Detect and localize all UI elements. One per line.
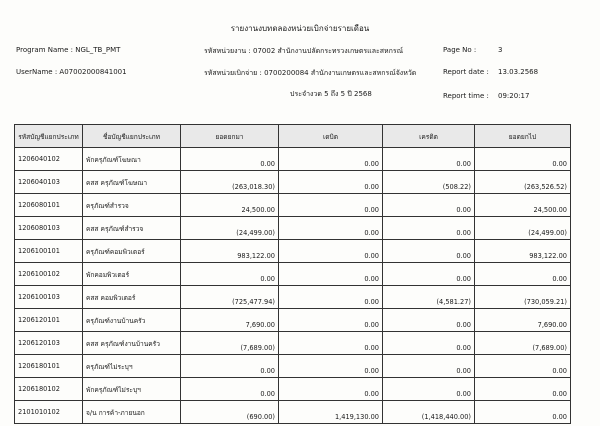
- page-number-label: Page No :: [443, 46, 477, 54]
- credit-cell: 0.00: [383, 355, 475, 378]
- account-name-cell: พักครุภัณฑ์ไม่ระบุฯ: [83, 378, 181, 401]
- closing-balance-cell: (263,526.52): [475, 171, 571, 194]
- closing-balance-cell: 983,122.00: [475, 240, 571, 263]
- table-row: [15, 240, 571, 263]
- opening-balance-cell: 0.00: [181, 355, 279, 378]
- account-name-cell: ครุภัณฑ์ไม่ระบุฯ: [83, 355, 181, 378]
- opening-balance-cell: 0.00: [181, 378, 279, 401]
- disbursement-unit: รหัสหน่วยเบิกจ่าย : 0700200084 สำนักงานเกษตรและสหกรณ์จังหวัด: [204, 69, 417, 77]
- account-name-cell: ครุภัณฑ์สำรวจ: [83, 194, 181, 217]
- table-row: [15, 378, 571, 401]
- closing-balance-cell: (730,059.21): [475, 286, 571, 309]
- agency-unit: รหัสหน่วยงาน : 07002 สำนักงานปลัดกระทรวงเกษตรและสหกรณ์: [204, 47, 404, 55]
- user-name: UserName : A07002000841001: [16, 68, 127, 76]
- debit-cell: 0.00: [279, 148, 383, 171]
- account-code-cell: 1206120101: [15, 309, 83, 332]
- header-account-code: รหัสบัญชีแยกประเภท: [15, 125, 83, 148]
- debit-cell: 0.00: [279, 194, 383, 217]
- account-name-cell: พักครุภัณฑ์โฆษณา: [83, 148, 181, 171]
- account-name-cell: จ/น การค้า-ภายนอก: [83, 401, 181, 424]
- credit-cell: 0.00: [383, 217, 475, 240]
- closing-balance-cell: 0.00: [475, 355, 571, 378]
- account-code-cell: 1206100101: [15, 240, 83, 263]
- account-name-cell: ครุภัณฑ์งานบ้านครัว: [83, 309, 181, 332]
- table-row: [15, 401, 571, 424]
- debit-cell: 0.00: [279, 217, 383, 240]
- debit-cell: 0.00: [279, 286, 383, 309]
- closing-balance-cell: 0.00: [475, 263, 571, 286]
- credit-cell: 0.00: [383, 263, 475, 286]
- header-closing-balance: ยอดยกไป: [475, 125, 571, 148]
- account-code-cell: 1206080103: [15, 217, 83, 240]
- debit-cell: 0.00: [279, 355, 383, 378]
- closing-balance-cell: 7,690.00: [475, 309, 571, 332]
- opening-balance-cell: (7,689.00): [181, 332, 279, 355]
- opening-balance-cell: (24,499.00): [181, 217, 279, 240]
- opening-balance-cell: (725,477.94): [181, 286, 279, 309]
- trial-balance-table: [14, 124, 571, 424]
- table-row: [15, 355, 571, 378]
- credit-cell: 0.00: [383, 148, 475, 171]
- closing-balance-cell: 0.00: [475, 378, 571, 401]
- account-code-cell: 1206100103: [15, 286, 83, 309]
- credit-cell: 0.00: [383, 194, 475, 217]
- credit-cell: (1,418,440.00): [383, 401, 475, 424]
- credit-cell: (508.22): [383, 171, 475, 194]
- table-row: [15, 332, 571, 355]
- account-name-cell: คสส ครุภัณฑ์โฆษณา: [83, 171, 181, 194]
- table-row: [15, 286, 571, 309]
- closing-balance-cell: (24,499.00): [475, 217, 571, 240]
- table-row: [15, 309, 571, 332]
- program-name: Program Name : NGL_TB_PMT: [16, 46, 121, 54]
- credit-cell: 0.00: [383, 332, 475, 355]
- account-code-cell: 1206120103: [15, 332, 83, 355]
- opening-balance-cell: 24,500.00: [181, 194, 279, 217]
- opening-balance-cell: 983,122.00: [181, 240, 279, 263]
- debit-cell: 0.00: [279, 240, 383, 263]
- account-name-cell: คสส ครุภัณฑ์งานบ้านครัว: [83, 332, 181, 355]
- header-account-name: ชื่อบัญชีแยกประเภท: [83, 125, 181, 148]
- table-header-row: [15, 125, 571, 148]
- account-code-cell: 2101010102: [15, 401, 83, 424]
- credit-cell: 0.00: [383, 309, 475, 332]
- header-credit: เครดิต: [383, 125, 475, 148]
- debit-cell: 0.00: [279, 263, 383, 286]
- credit-cell: 0.00: [383, 378, 475, 401]
- credit-cell: (4,581.27): [383, 286, 475, 309]
- report-period: ประจำงวด 5 ถึง 5 ปี 2568: [290, 90, 372, 98]
- table-row: [15, 194, 571, 217]
- header-debit: เดบิต: [279, 125, 383, 148]
- opening-balance-cell: (263,018.30): [181, 171, 279, 194]
- account-code-cell: 1206080101: [15, 194, 83, 217]
- report-title: รายงานงบทดลองหน่วยเบิกจ่ายรายเดือน: [230, 24, 370, 33]
- table-body: [15, 148, 571, 424]
- closing-balance-cell: 0.00: [475, 401, 571, 424]
- closing-balance-cell: 24,500.00: [475, 194, 571, 217]
- table-row: [15, 171, 571, 194]
- account-name-cell: พักคอมพิวเตอร์: [83, 263, 181, 286]
- closing-balance-cell: (7,689.00): [475, 332, 571, 355]
- debit-cell: 0.00: [279, 309, 383, 332]
- account-code-cell: 1206100102: [15, 263, 83, 286]
- table-row: [15, 148, 571, 171]
- table-row: [15, 217, 571, 240]
- account-name-cell: คสส คอมพิวเตอร์: [83, 286, 181, 309]
- report-time-value: 09:20:17: [498, 92, 530, 100]
- account-code-cell: 1206180101: [15, 355, 83, 378]
- page-number-value: 3: [498, 46, 503, 54]
- credit-cell: 0.00: [383, 240, 475, 263]
- account-code-cell: 1206040103: [15, 171, 83, 194]
- opening-balance-cell: 0.00: [181, 148, 279, 171]
- account-code-cell: 1206040102: [15, 148, 83, 171]
- account-name-cell: คสส ครุภัณฑ์สำรวจ: [83, 217, 181, 240]
- debit-cell: 0.00: [279, 332, 383, 355]
- header-opening-balance: ยอดยกมา: [181, 125, 279, 148]
- account-code-cell: 1206180102: [15, 378, 83, 401]
- report-date-value: 13.03.2568: [498, 68, 539, 76]
- debit-cell: 1,419,130.00: [279, 401, 383, 424]
- opening-balance-cell: 7,690.00: [181, 309, 279, 332]
- opening-balance-cell: 0.00: [181, 263, 279, 286]
- account-name-cell: ครุภัณฑ์คอมพิวเตอร์: [83, 240, 181, 263]
- report-date-label: Report date :: [443, 68, 489, 76]
- table-row: [15, 263, 571, 286]
- debit-cell: 0.00: [279, 171, 383, 194]
- opening-balance-cell: (690.00): [181, 401, 279, 424]
- debit-cell: 0.00: [279, 378, 383, 401]
- closing-balance-cell: 0.00: [475, 148, 571, 171]
- report-time-label: Report time :: [443, 92, 489, 100]
